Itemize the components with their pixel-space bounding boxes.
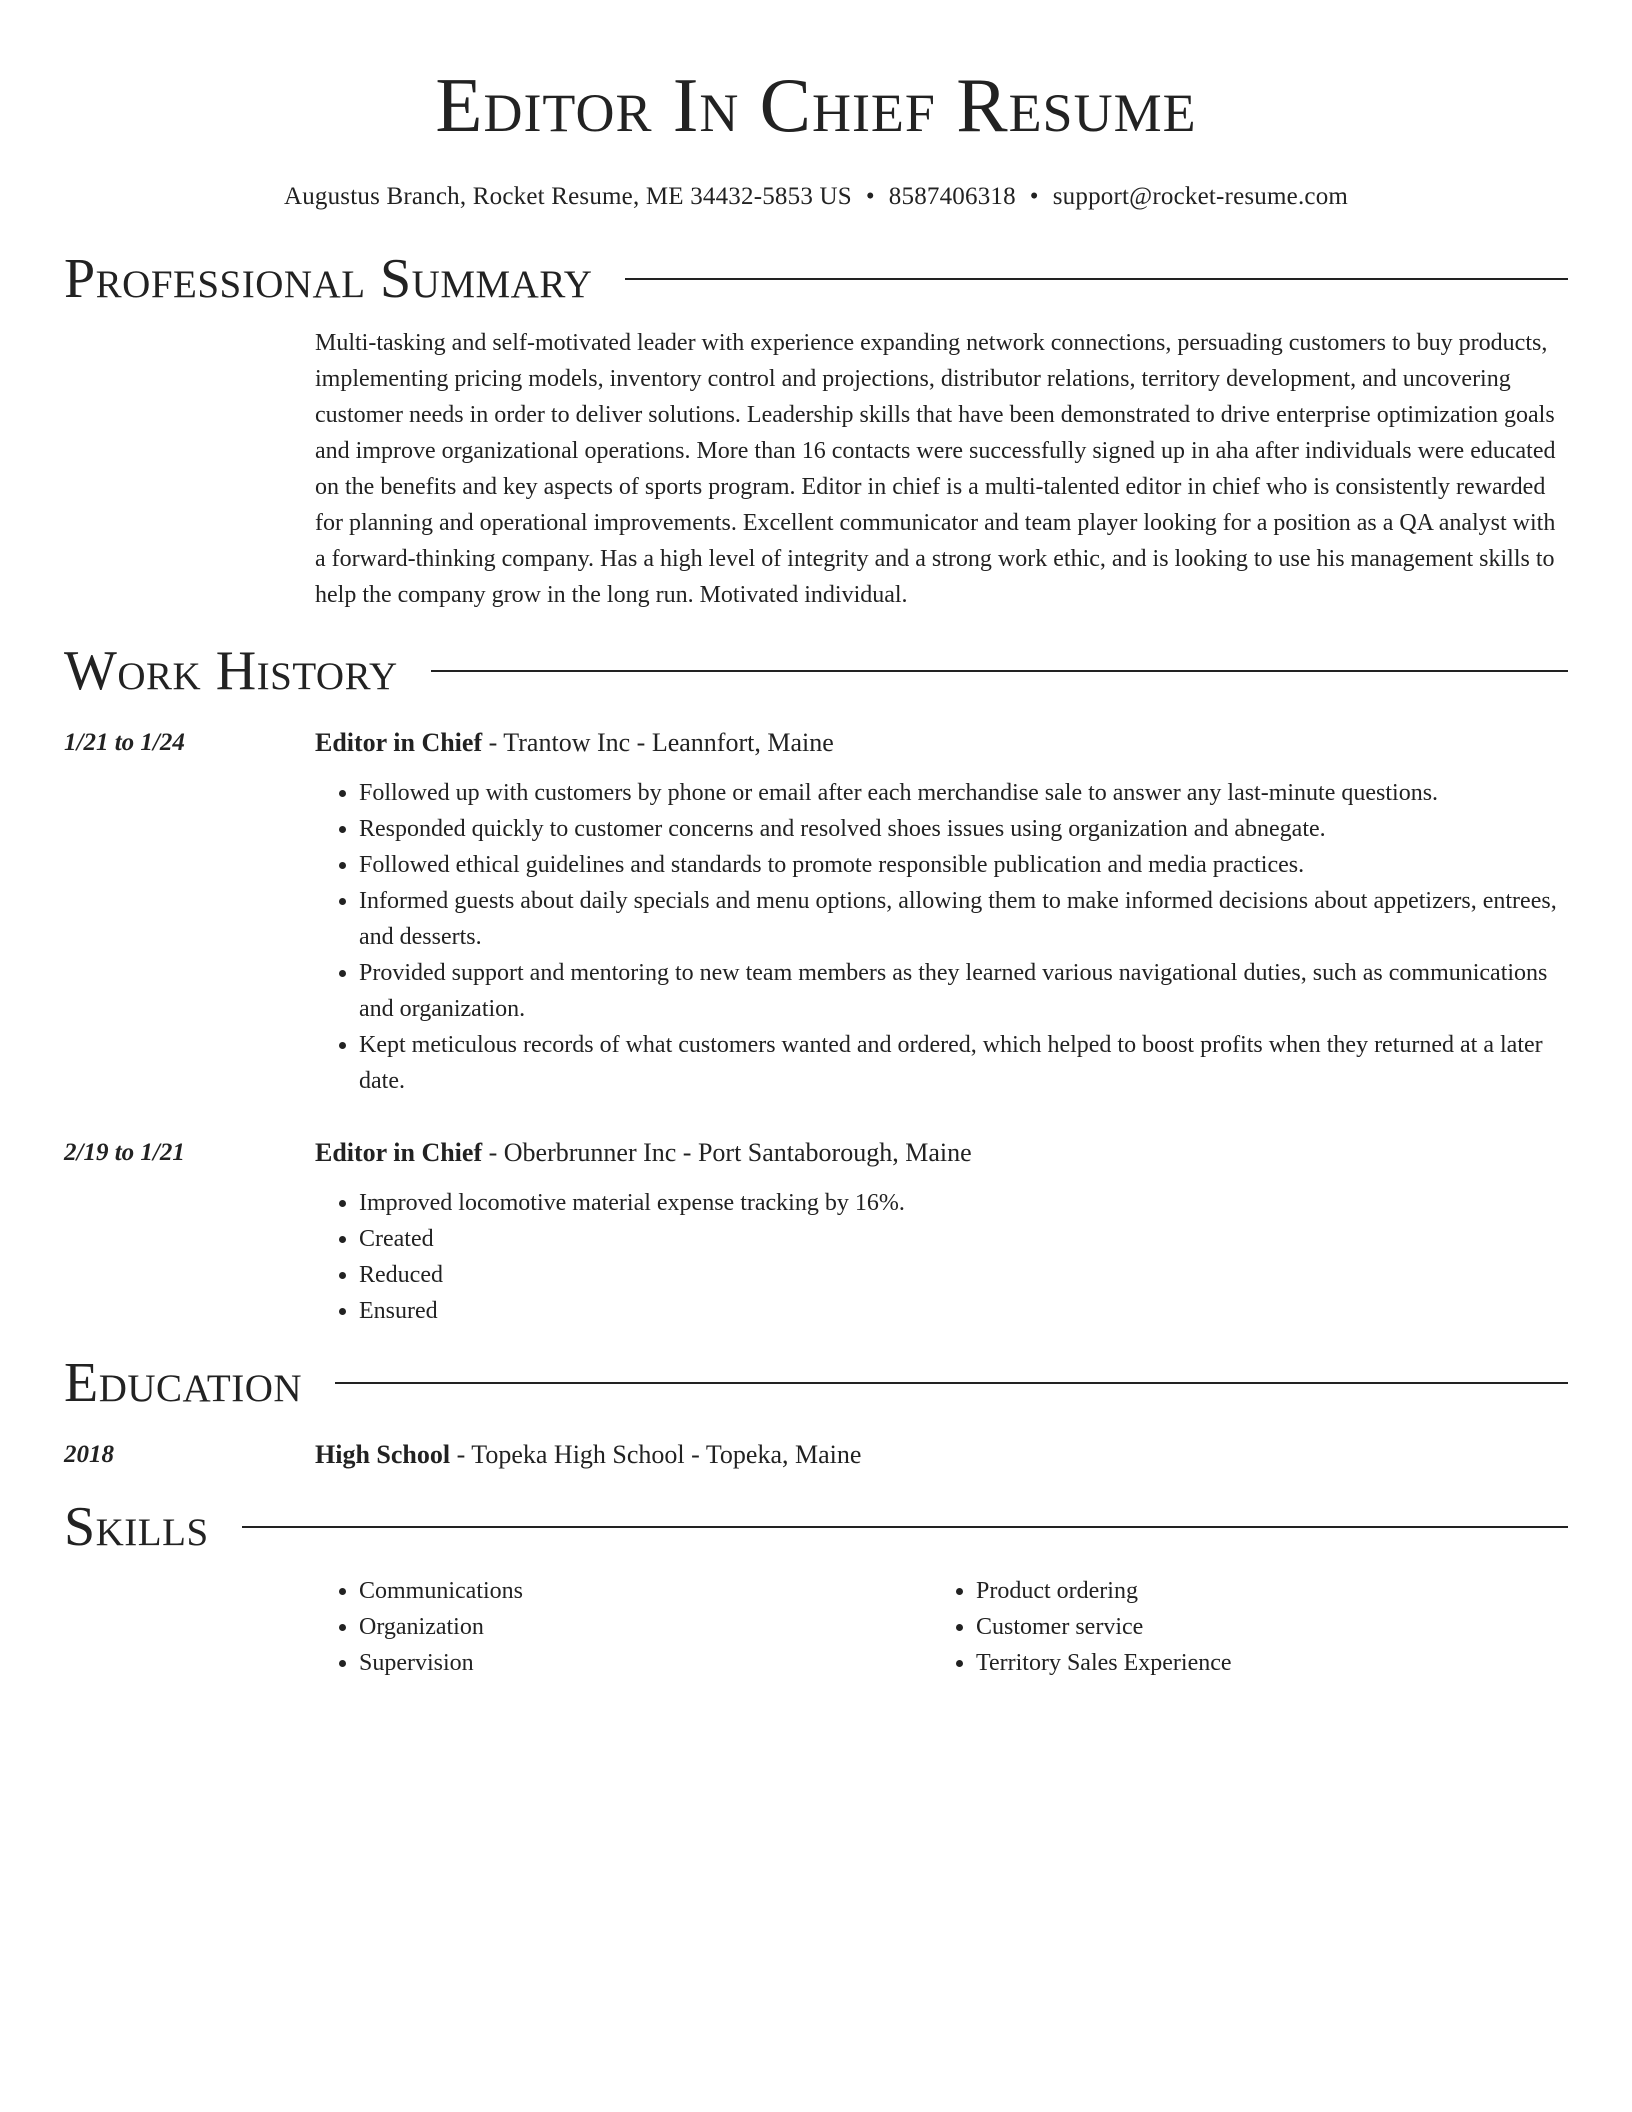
skills-heading: Skills bbox=[64, 1496, 209, 1558]
education-section-header bbox=[64, 1351, 1568, 1415]
job-body bbox=[315, 1135, 1568, 1329]
job-bullet: • Kept meticulous records of what customers wanted and ordered, which helped to boost profits when they returned at a later date. bbox=[359, 1027, 1568, 1099]
job-bullet: • Created bbox=[359, 1221, 1568, 1257]
job-entry bbox=[64, 725, 1568, 1099]
education-details: - Topeka High School - Topeka, Maine bbox=[450, 1440, 862, 1469]
skill-item: • Supervision bbox=[359, 1645, 932, 1681]
summary-row bbox=[64, 311, 1568, 613]
skills-columns bbox=[315, 1573, 1568, 1681]
skills-column-2 bbox=[932, 1573, 1232, 1681]
education-line bbox=[315, 1437, 1568, 1473]
job-bullet: • Responded quickly to customer concerns and resolved shoes issues using organization and abnegate. bbox=[359, 811, 1568, 847]
job-bullet: • Ensured bbox=[359, 1293, 1568, 1329]
section-divider bbox=[242, 1526, 1568, 1528]
section-divider bbox=[625, 278, 1568, 280]
job-details: - Trantow Inc - Leannfort, Maine bbox=[482, 728, 834, 757]
contact-separator: • bbox=[1029, 183, 1039, 210]
skills-column-1 bbox=[315, 1573, 932, 1681]
education-degree: High School bbox=[315, 1440, 451, 1469]
job-role: Editor in Chief bbox=[315, 1138, 483, 1167]
job-bullet: • Reduced bbox=[359, 1257, 1568, 1293]
work-heading: Work History bbox=[64, 640, 398, 702]
summary-section-header bbox=[64, 247, 1568, 311]
summary-text: Multi-tasking and self-motivated leader with experience expanding network connections, persuading customers to buy products, implementing pricing models, inventory control and projections, distributor relations, territory development, and uncovering customer needs in order to deliver solutions. Leadership skills that have been demonstrated to drive enterprise optimization goals and improve organizational operations. More than 16 contacts were successfully signed up in aha after individuals were educated on the benefits and key aspects of sports program. Editor in chief is a multi-talented editor in chief who is consistently rewarded for planning and operational improvements. Excellent communicator and team player looking for a position as a QA analyst with a forward-thinking company. Has a high level of integrity and a strong work ethic, and is looking to use his management skills to help the company grow in the long run. Motivated individual. bbox=[315, 330, 1556, 608]
job-bullet: • Improved locomotive material expense tracking by 16%. bbox=[359, 1185, 1568, 1221]
job-details: - Oberbrunner Inc - Port Santaborough, Maine bbox=[482, 1138, 972, 1167]
skill-item: • Territory Sales Experience bbox=[976, 1645, 1232, 1681]
work-section-header bbox=[64, 639, 1568, 703]
job-title-line bbox=[315, 725, 1568, 761]
skills-left-spacer bbox=[64, 1559, 315, 1681]
skill-item: • Organization bbox=[359, 1609, 932, 1645]
section-divider bbox=[431, 670, 1568, 672]
contact-email: support@rocket-resume.com bbox=[1052, 183, 1349, 210]
contact-phone: 8587406318 bbox=[888, 183, 1016, 210]
skill-item: • Customer service bbox=[976, 1609, 1232, 1645]
summary-heading: Professional Summary bbox=[64, 248, 593, 310]
resume-title: Editor In Chief Resume bbox=[435, 62, 1197, 148]
education-year: 2018 bbox=[64, 1441, 114, 1468]
contact-line bbox=[64, 181, 1568, 213]
job-bullets bbox=[315, 775, 1568, 1099]
summary-left-spacer bbox=[64, 311, 315, 613]
job-bullet: • Informed guests about daily specials and menu options, allowing them to make informed decisions about appetizers, entrees, and desserts. bbox=[359, 883, 1568, 955]
education-heading: Education bbox=[64, 1352, 303, 1414]
skill-item: • Product ordering bbox=[976, 1573, 1232, 1609]
contact-address: Augustus Branch, Rocket Resume, ME 34432-5853 US bbox=[283, 183, 852, 210]
job-body bbox=[315, 725, 1568, 1099]
job-role: Editor in Chief bbox=[315, 728, 483, 757]
skills-section-header bbox=[64, 1495, 1568, 1559]
skill-item: • Communications bbox=[359, 1573, 932, 1609]
job-dates: 1/21 to 1/24 bbox=[64, 729, 185, 756]
job-bullet: • Followed up with customers by phone or email after each merchandise sale to answer any last-minute questions. bbox=[359, 775, 1568, 811]
job-bullets bbox=[315, 1185, 1568, 1329]
section-divider bbox=[335, 1382, 1568, 1384]
skills-row bbox=[64, 1559, 1568, 1681]
job-entry bbox=[64, 1135, 1568, 1329]
job-bullet: • Followed ethical guidelines and standards to promote responsible publication and media practices. bbox=[359, 847, 1568, 883]
job-dates: 2/19 to 1/21 bbox=[64, 1139, 185, 1166]
job-title-line bbox=[315, 1135, 1568, 1171]
contact-separator: • bbox=[865, 183, 875, 210]
job-bullet: • Provided support and mentoring to new team members as they learned various navigational duties, such as communications and organization. bbox=[359, 955, 1568, 1027]
education-entry bbox=[64, 1437, 1568, 1473]
